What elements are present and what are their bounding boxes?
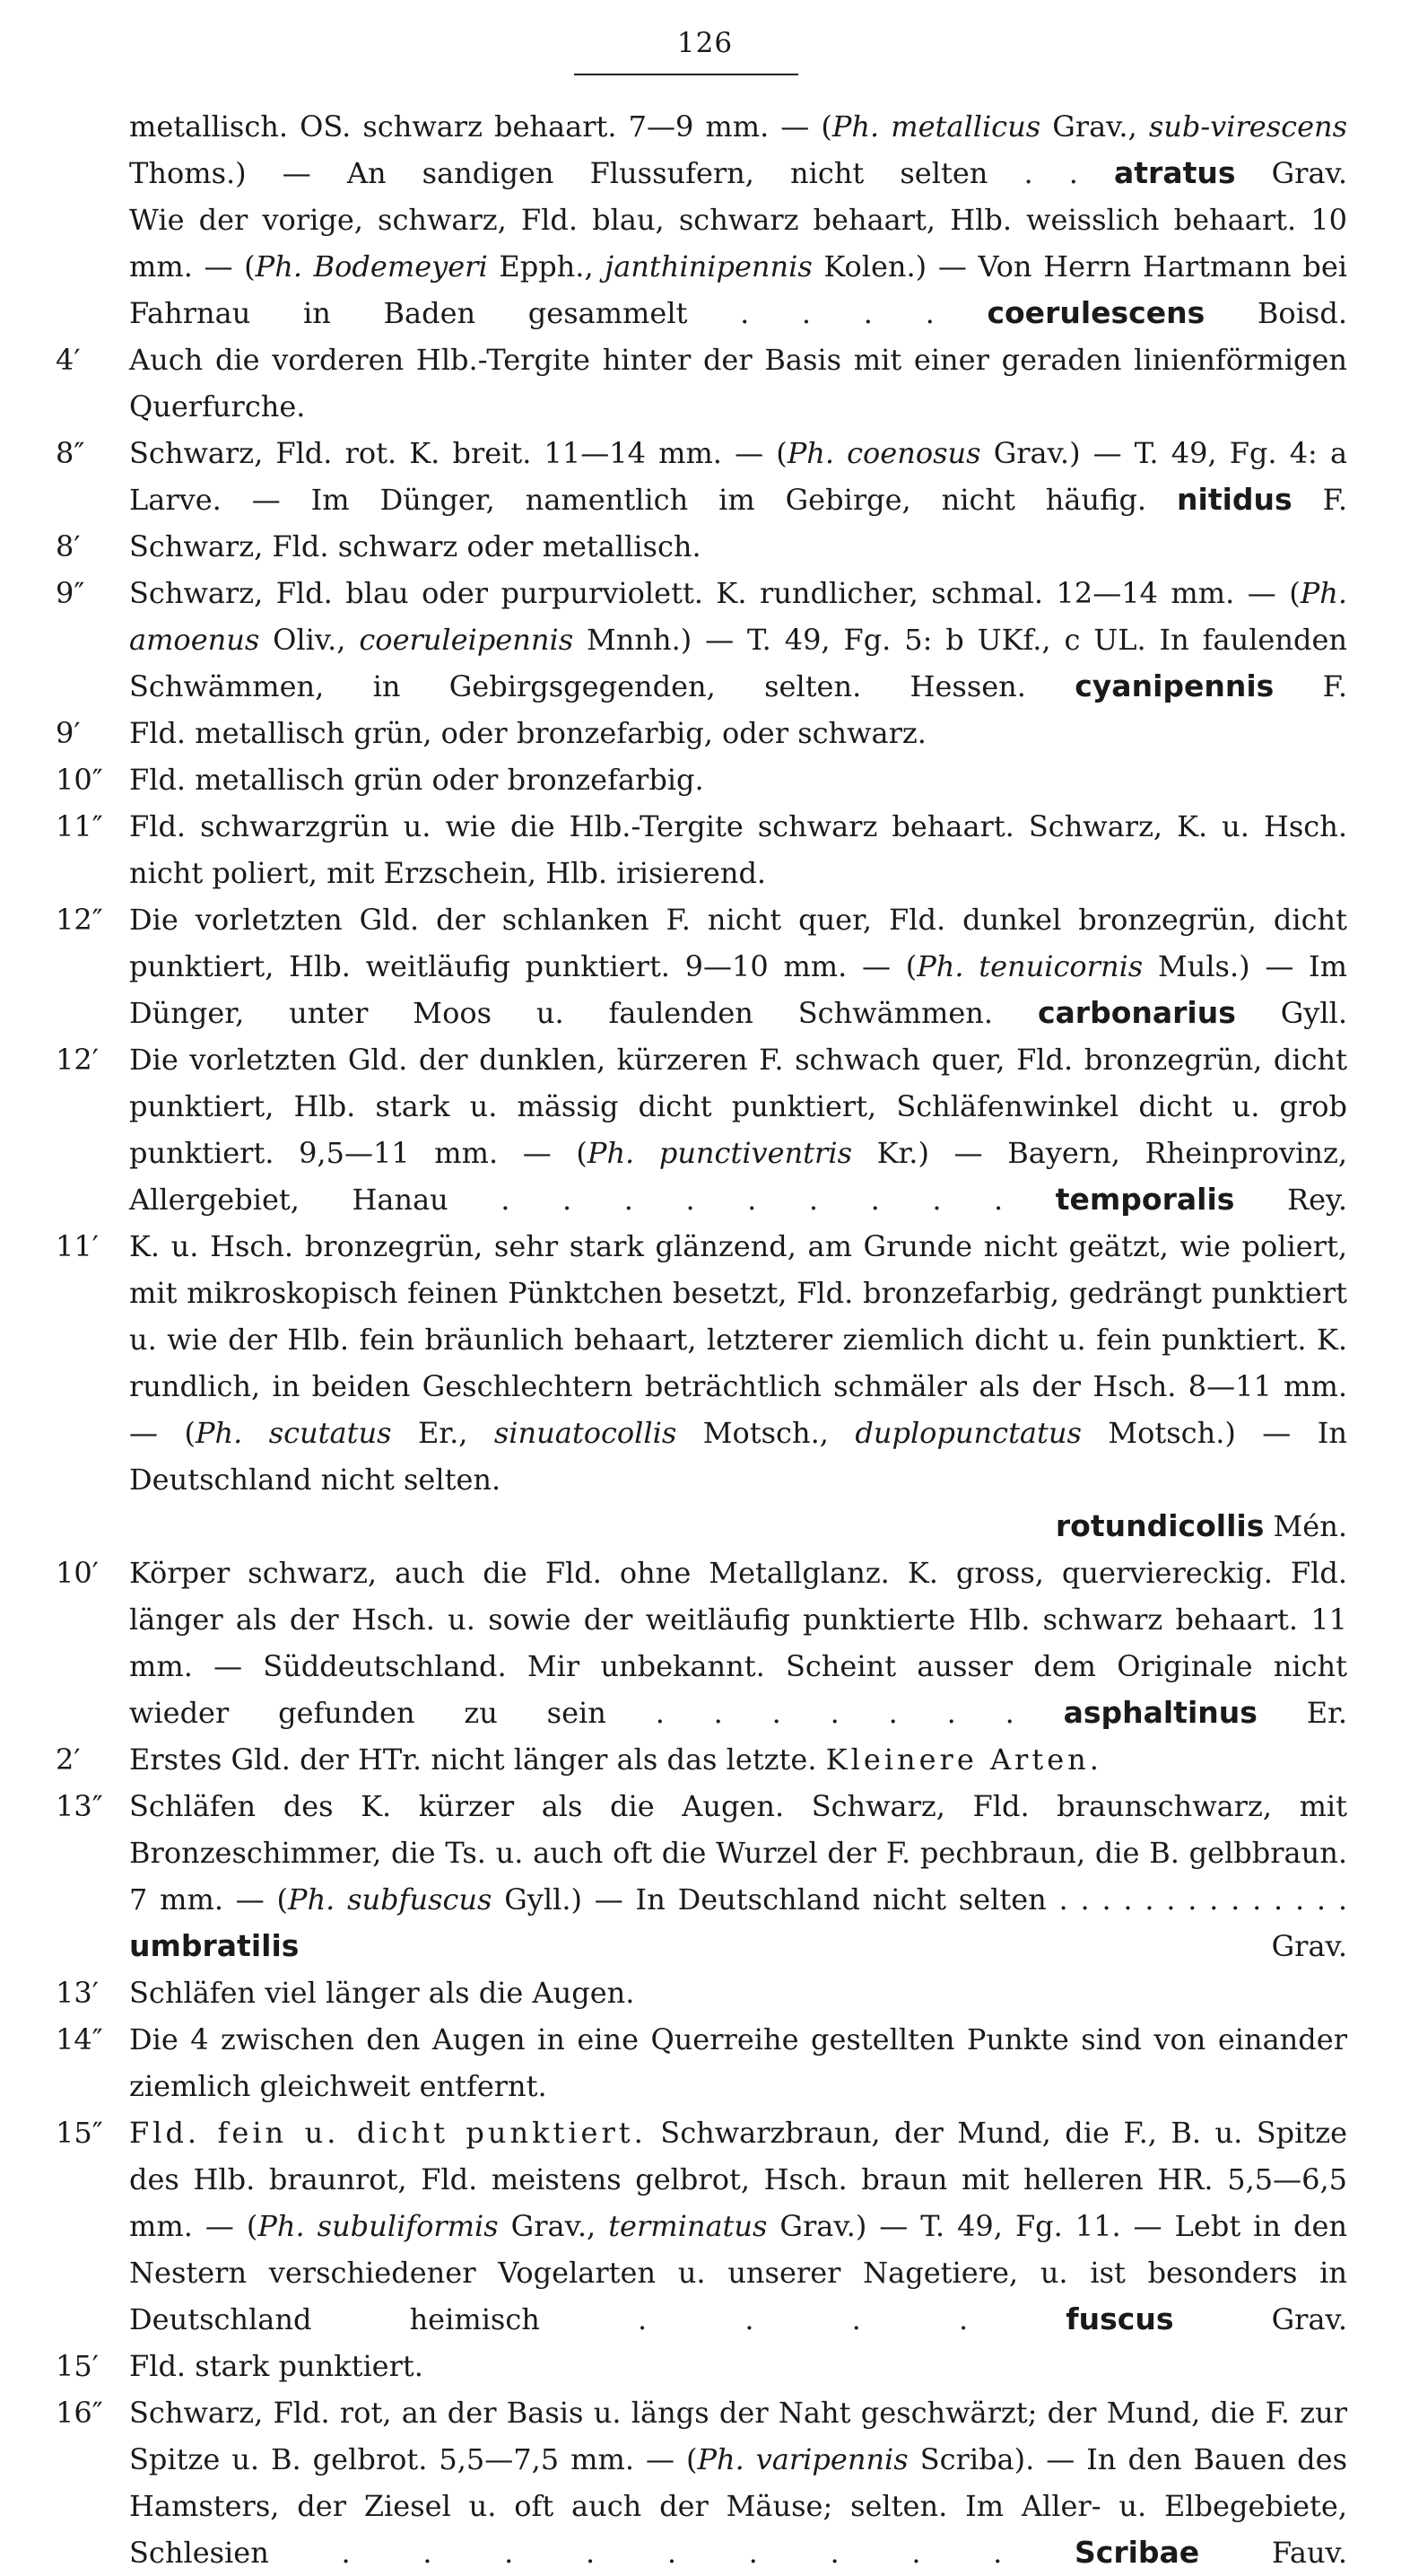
key-entry xyxy=(0,570,1410,710)
description-text: Grav., xyxy=(1040,109,1149,144)
key-entry xyxy=(0,523,1410,570)
key-entry xyxy=(0,196,1410,336)
description-text: Die vorletzten Gld. der schlanken F. nicht quer, Fld. dunkel bronzegrün, dicht punktiert, Hlb. weitläufig punktiert. 9—10 mm. — ( xyxy=(129,903,1347,983)
key-entry xyxy=(0,1783,1410,1969)
species-name: cyanipennis xyxy=(1075,668,1275,703)
entry-text xyxy=(129,430,1347,523)
couplet-label: 14″ xyxy=(56,2022,103,2056)
key-entry xyxy=(0,2016,1410,2109)
entry-text xyxy=(129,896,1347,1036)
entry-text xyxy=(129,523,1347,570)
species-name: rotundicollis xyxy=(1055,1508,1265,1543)
description-text: Schwarz, Fld. blau oder purpurviolett. K. rundlicher, schmal. 12—14 mm. — ( xyxy=(129,576,1301,610)
couplet-label: 9″ xyxy=(56,576,85,610)
couplet-label: 11″ xyxy=(56,809,103,843)
entry-text xyxy=(129,336,1347,430)
synonym-ref: Ph. subuliformis xyxy=(257,2209,499,2243)
species-author: Fauv. xyxy=(1199,2536,1348,2570)
key-entry xyxy=(0,2109,1410,2343)
synonym-ref: Ph. metallicus xyxy=(831,109,1041,144)
couplet-label: 12″ xyxy=(56,903,103,937)
couplet-label: 13′ xyxy=(56,1976,99,2010)
description-text: Kr.) — Bayern, Rheinprovinz, Allergebiet, Hanau . . . . . . . . . xyxy=(129,1136,1348,1217)
couplet-label: 4′ xyxy=(56,343,81,377)
entry-text xyxy=(129,103,1347,196)
key-entry xyxy=(0,756,1410,803)
description-text: Erstes Gld. der HTr. nicht länger als das letzte. xyxy=(129,1742,826,1777)
description-text: Auch die vorderen Hlb.-Tergite hinter der Basis mit einer geraden linienförmigen Querfurche. xyxy=(129,343,1347,424)
description-text: Schwarzbraun, der Mund, die F., B. u. Spitze des Hlb. braunrot, Fld. meistens gelbrot, Hsch. braun mit helleren HR. 5,5—6,5 mm. — ( xyxy=(129,2116,1348,2243)
species-name: coerulescens xyxy=(987,295,1205,330)
description-text: Grav.) — T. 49, Fg. 11. — Lebt in den Nestern verschiedener Vogelarten u. unserer Nagetiere, u. ist besonders in Deutschland heimisch . . . . xyxy=(129,2209,1348,2336)
description-text: Die vorletzten Gld. der dunklen, kürzeren F. schwach quer, Fld. bronzegrün, dicht punktiert, Hlb. stark u. mässig dicht punktiert, Schläfenwinkel dicht u. grob punktiert. 9,5—11 mm. — ( xyxy=(129,1043,1347,1170)
description-text: Schwarz, Fld. rot. K. breit. 11—14 mm. — ( xyxy=(129,436,788,470)
key-entry xyxy=(0,1736,1410,1783)
species-author: Boisd. xyxy=(1205,296,1348,330)
key-entry xyxy=(0,2389,1410,2576)
description-text: Motsch.) — In Deutschland nicht selten. xyxy=(129,1416,1347,1497)
species-name: nitidus xyxy=(1177,482,1292,517)
key-entry xyxy=(0,2343,1410,2389)
key-entry xyxy=(0,1969,1410,2016)
description-text: Muls.) — Im Dünger, unter Moos u. faulenden Schwämmen. xyxy=(129,949,1348,1030)
synonym-ref: terminatus xyxy=(608,2209,768,2243)
species-author: Rey. xyxy=(1234,1183,1347,1217)
key-entry xyxy=(0,430,1410,523)
species-author: Gyll. xyxy=(1235,996,1348,1030)
description-text: Er., xyxy=(391,1416,494,1450)
couplet-label: 2′ xyxy=(56,1742,81,1777)
page-number: 126 xyxy=(676,27,734,59)
couplet-label: 15″ xyxy=(56,2116,103,2150)
description-text: Wie der vorige, schwarz, Fld. blau, schwarz behaart, Hlb. weisslich behaart. 10 mm. — ( xyxy=(129,203,1347,284)
species-author: Grav. xyxy=(1235,156,1348,190)
synonym-ref: sinuatocollis xyxy=(493,1416,677,1450)
couplet-label: 16″ xyxy=(56,2396,103,2430)
synonym-ref: Ph. Bodemeyeri xyxy=(255,249,488,284)
couplet-label: 8″ xyxy=(56,436,85,470)
entry-text xyxy=(129,1783,1347,1969)
species-name: fuscus xyxy=(1066,2301,1174,2336)
key-entry xyxy=(0,1223,1410,1550)
description-text: Epph., xyxy=(487,249,605,284)
description-text: Fld. schwarzgrün u. wie die Hlb.-Tergite schwarz behaart. Schwarz, K. u. Hsch. nicht poliert, mit Erzschein, Hlb. irisierend. xyxy=(129,809,1347,890)
description-text: Motsch., xyxy=(676,1416,856,1450)
species-author: F. xyxy=(1274,669,1347,703)
synonym-ref: sub-virescens xyxy=(1148,109,1348,144)
synonym-ref: Ph. punctiventris xyxy=(587,1136,852,1170)
entry-text xyxy=(129,756,1347,803)
key-entry xyxy=(0,1036,1410,1223)
species-name: Scribae xyxy=(1074,2535,1200,2570)
description-text: Schwarz, Fld. rot, an der Basis u. längs der Naht geschwärzt; der Mund, die F. zur Spitze u. B. gelbrot. 5,5—7,5 mm. — ( xyxy=(129,2396,1347,2476)
description-text: Schläfen des K. kürzer als die Augen. Schwarz, Fld. braunschwarz, mit Bronzeschimmer, die Ts. u. auch oft die Wurzel der F. pechbraun, die B. gelbbraun. 7 mm. — ( xyxy=(129,1789,1347,1917)
description-text: Grav., xyxy=(498,2209,609,2243)
species-name: atratus xyxy=(1114,155,1236,190)
description-text: Die 4 zwischen den Augen in eine Querreihe gestellten Punkte sind von einander ziemlich gleichweit entfernt. xyxy=(129,2022,1347,2103)
couplet-label: 10″ xyxy=(56,763,103,797)
species-author: F. xyxy=(1292,483,1348,517)
description-text: Fld. metallisch grün oder bronzefarbig. xyxy=(129,763,704,797)
couplet-label: 12′ xyxy=(56,1043,99,1077)
description-text: Schläfen viel länger als die Augen. xyxy=(129,1976,635,2010)
species-name: umbratilis xyxy=(129,1928,300,1963)
synonym-ref: Ph. coenosus xyxy=(787,436,981,470)
species-author: Er. xyxy=(1257,1696,1348,1730)
couplet-label: 13″ xyxy=(56,1789,103,1823)
entry-text xyxy=(129,1969,1347,2016)
entry-text xyxy=(129,1550,1347,1736)
entry-text xyxy=(129,2109,1347,2343)
key-entry xyxy=(0,336,1410,430)
entry-text xyxy=(129,2389,1347,2576)
species-author: Mén. xyxy=(1264,1509,1347,1543)
key-entry xyxy=(0,1550,1410,1736)
key-entry xyxy=(0,896,1410,1036)
key-entry xyxy=(0,710,1410,756)
synonym-ref: janthinipennis xyxy=(605,249,813,284)
description-text: Gyll.) — In Deutschland nicht selten . . . . . . . . . . . . . . xyxy=(492,1882,1348,1917)
key-entry xyxy=(0,103,1410,196)
description-text: Kolen.) — Von Herrn Hartmann bei Fahrnau in Baden gesammelt . . . . xyxy=(129,249,1348,330)
species-author: Grav. xyxy=(1173,2302,1347,2336)
synonym-ref: Ph. scutatus xyxy=(195,1416,392,1450)
description-text: K. u. Hsch. bronzegrün, sehr stark glänzend, am Grunde nicht geätzt, wie poliert, mit mikroskopisch feinen Pünktchen besetzt, Fld. bronzefarbig, gedrängt punktiert u. wie der Hlb. fein bräunlich behaart, letzterer ziemlich dicht u. fein punktiert. K. rundlich, in beiden Geschlechtern beträchtlich schmäler als der Hsch. 8—11 mm. — ( xyxy=(129,1229,1347,1450)
entry-text xyxy=(129,1036,1347,1223)
synonym-ref: coeruleipennis xyxy=(359,623,574,657)
key-entries xyxy=(0,103,1410,2576)
entry-text xyxy=(129,570,1347,710)
spaced-phrase: Fld. fein u. dicht punktiert. xyxy=(129,2116,647,2150)
synonym-ref: Ph. subfuscus xyxy=(288,1882,492,1917)
description-text: Mnnh.) — T. 49, Fg. 5: b UKf., c UL. In faulenden Schwämmen, in Gebirgsgegenden, selten. Hessen. xyxy=(129,623,1348,703)
synonym-ref: Ph. amoenus xyxy=(129,576,1347,657)
species-line xyxy=(129,1503,1347,1550)
species-name: carbonarius xyxy=(1037,995,1236,1030)
species-name: temporalis xyxy=(1055,1182,1235,1217)
couplet-label: 11′ xyxy=(56,1229,99,1263)
couplet-label: 9′ xyxy=(56,716,81,750)
description-text: Fld. metallisch grün, oder bronzefarbig, oder schwarz. xyxy=(129,716,927,750)
header-rule xyxy=(574,74,798,75)
synonym-ref: duplopunctatus xyxy=(855,1416,1082,1450)
description-text: metallisch. OS. schwarz behaart. 7—9 mm. — ( xyxy=(129,109,832,144)
spaced-phrase: Kleinere Arten. xyxy=(825,1742,1102,1777)
key-entry xyxy=(0,803,1410,896)
entry-text xyxy=(129,196,1347,336)
description-text: Grav.) — T. 49, Fg. 4: a Larve. — Im Dünger, namentlich im Gebirge, nicht häufig. xyxy=(129,436,1348,517)
entry-text xyxy=(129,2016,1347,2109)
description-text: Thoms.) — An sandigen Flussufern, nicht selten . . xyxy=(129,156,1115,190)
description-text: Körper schwarz, auch die Fld. ohne Metallglanz. K. gross, querviereckig. Fld. länger als der Hsch. u. sowie der weitläufig punktierte Hlb. schwarz behaart. 11 mm. — Süddeutschland. Mir unbekannt. Scheint ausser dem Originale nicht wieder gefunden zu sein . . . . . . . xyxy=(129,1556,1347,1730)
description-text: Oliv., xyxy=(259,623,360,657)
description-text: Schwarz, Fld. schwarz oder metallisch. xyxy=(129,529,701,563)
entry-text xyxy=(129,2343,1347,2389)
entry-text xyxy=(129,710,1347,756)
species-name: asphaltinus xyxy=(1063,1695,1258,1730)
entry-text xyxy=(129,1223,1347,1503)
couplet-label: 10′ xyxy=(56,1556,99,1590)
synonym-ref: Ph. varipennis xyxy=(697,2442,909,2476)
description-text: Scriba). — In den Bauen des Hamsters, der Ziesel u. oft auch der Mäuse; selten. Im Aller- u. Elbegebiete, Schlesien . . . . . . . . . xyxy=(129,2442,1348,2570)
entry-text xyxy=(129,1736,1347,1783)
couplet-label: 8′ xyxy=(56,529,81,563)
species-author: Grav. xyxy=(299,1929,1347,1963)
couplet-label: 15′ xyxy=(56,2349,99,2383)
description-text: Fld. stark punktiert. xyxy=(129,2349,423,2383)
entry-text xyxy=(129,803,1347,896)
synonym-ref: Ph. tenuicornis xyxy=(917,949,1144,983)
